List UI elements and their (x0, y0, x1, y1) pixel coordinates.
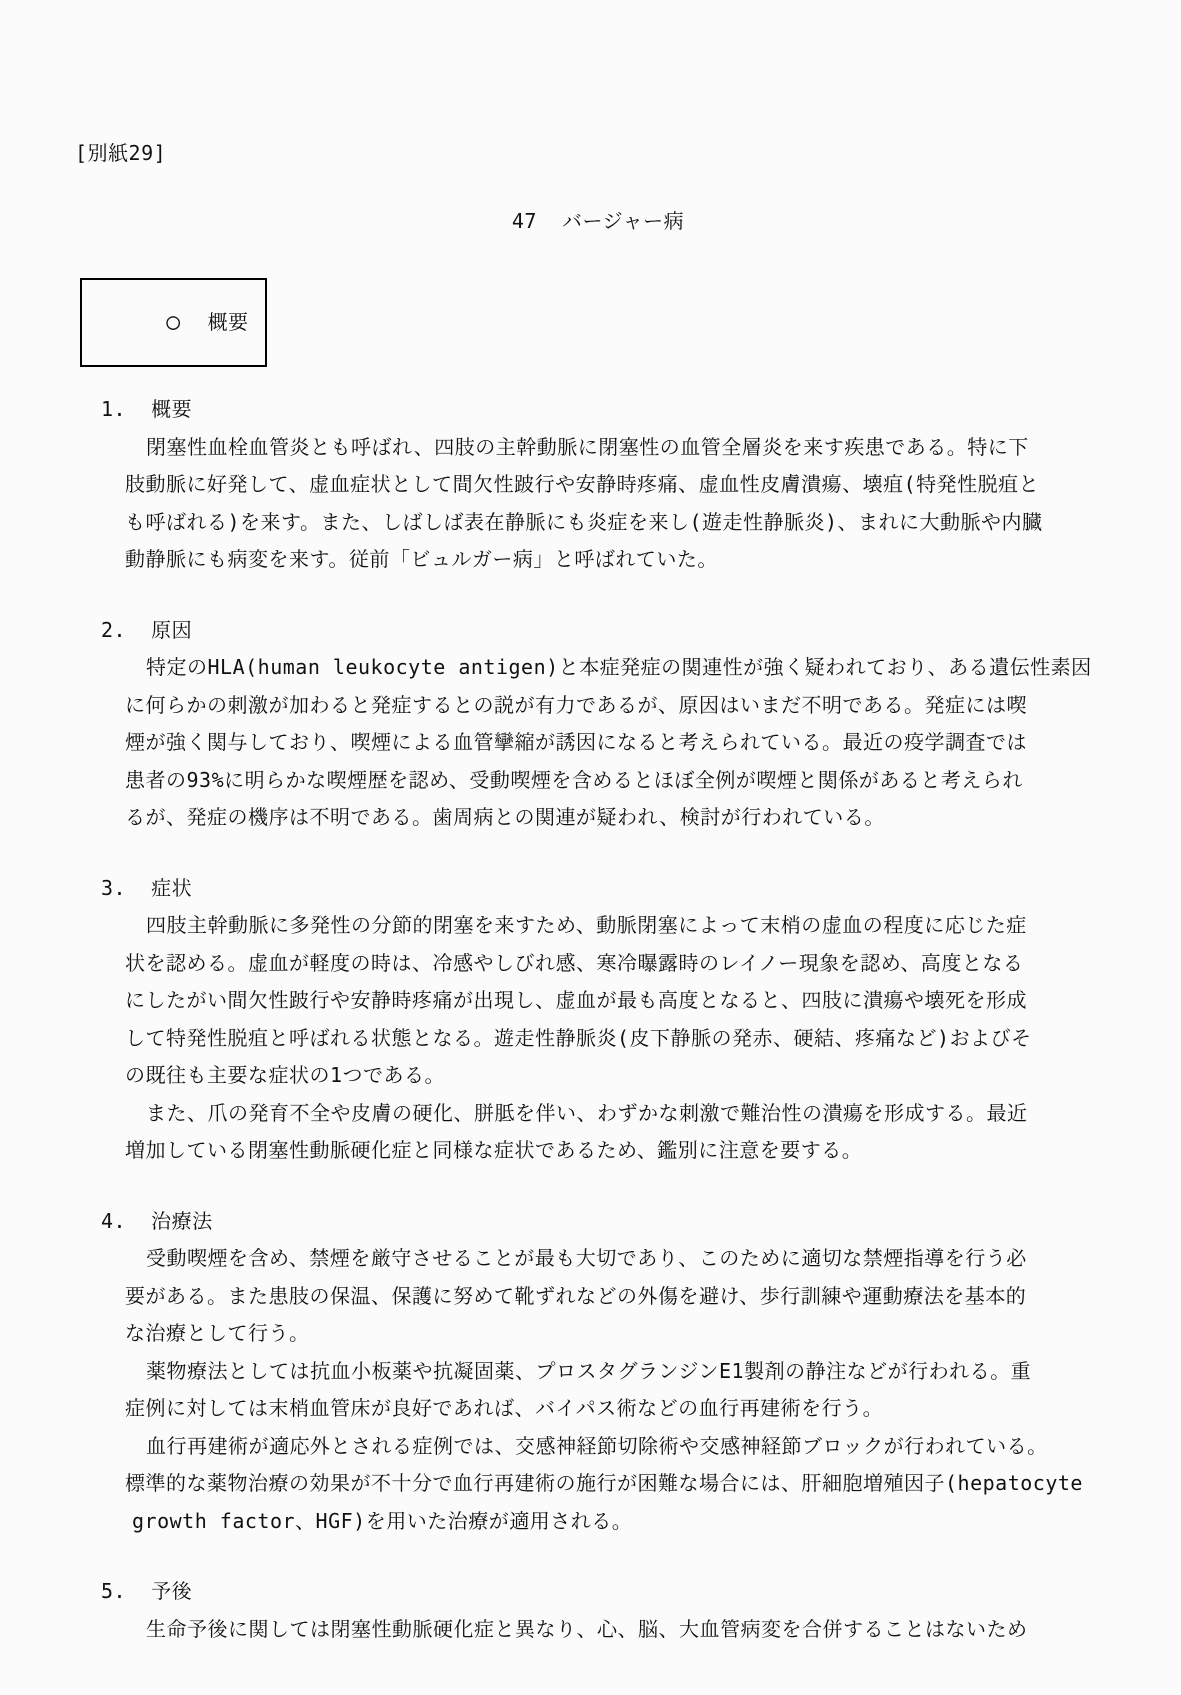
document-section (75, 391, 1121, 579)
text-line: も呼ばれる)を来す。また、しばしば表在静脈にも炎症を来し(遊走性静脈炎)、まれに大動脈や内臓 (125, 509, 1043, 534)
section-heading: 1. 概要 (101, 397, 193, 421)
text-line: にしたがい間欠性跛行や安静時疼痛が出現し、虚血が最も高度となると、四肢に潰瘍や壊死を形成 (125, 988, 1027, 1012)
text-line: 症例に対しては末梢血管床が良好であれば、バイパス術などの血行再建術を行う。 (125, 1396, 884, 1420)
text-line: 煙が強く関与しており、喫煙による血管攣縮が誘因になると考えられている。最近の疫学調査では (125, 730, 1027, 754)
text-line: るが、発症の機序は不明である。歯周病との関連が疑われ、検討が行われている。 (125, 805, 885, 829)
text-line: 動静脈にも病変を来す。従前「ビュルガー病」と呼ばれていた。 (125, 547, 718, 571)
section-heading: 2. 原因 (101, 617, 193, 642)
text-line: に何らかの刺激が加わると発症するとの説が有力であるが、原因はいまだ不明である。発症には喫 (125, 692, 1027, 717)
section-heading: 5. 予後 (101, 1579, 193, 1603)
text-line: して特発性脱疽と呼ばれる状態となる。遊走性静脈炎(皮下静脈の発赤、硬結、疼痛など)およびそ (125, 1025, 1032, 1050)
text-line: 生命予後に関しては閉塞性動脈硬化症と異なり、心、脳、大血管病変を合併することはないため (146, 1616, 1028, 1641)
text-line: の既往も主要な症状の1つである。 (125, 1063, 446, 1087)
text-line: 閉塞性血栓血管炎とも呼ばれ、四肢の主幹動脈に閉塞性の血管全層炎を来す疾患である。特に下 (146, 434, 1029, 459)
text-line: 特定のHLA(human leukocyte antigen)と本症発症の関連性が強く疑われており、ある遺伝性素因 (146, 655, 1092, 679)
text-line: な治療として行う。 (125, 1321, 310, 1345)
page-title: 47 バージャー病 (511, 209, 685, 233)
document-body (75, 391, 1121, 1648)
text-line: 肢動脈に好発して、虚血症状として間欠性跛行や安静時疼痛、虚血性皮膚潰瘍、壊疽(特発性脱疽と (125, 472, 1040, 496)
overview-box-label: 概要 (207, 310, 249, 334)
text-line: 四肢主幹動脈に多発性の分節的閉塞を来すため、動脈閉塞によって末梢の虚血の程度に応じた症 (146, 913, 1027, 937)
text-line: 標準的な薬物治療の効果が不十分で血行再建術の施行が困難な場合には、肝細胞増殖因子(hepatocyte (125, 1471, 1083, 1495)
text-line: 増加している閉塞性動脈硬化症と同様な症状であるため、鑑別に注意を要する。 (125, 1138, 863, 1162)
document-section (75, 1573, 1121, 1648)
text-line: 状を認める。虚血が軽度の時は、冷感やしびれ感、寒冷曝露時のレイノー現象を認め、高度となる (125, 950, 1024, 975)
attachment-label: [別紙29] (75, 141, 167, 165)
overview-box (80, 278, 267, 367)
text-line: growth factor、HGF)を用いた治療が適用される。 (132, 1508, 633, 1533)
text-line: また、爪の発育不全や皮膚の硬化、胼胝を伴い、わずかな刺激で難治性の潰瘍を形成する。最近 (146, 1100, 1028, 1125)
section-heading: 3. 症状 (101, 875, 193, 900)
circle-icon: ○ (166, 309, 181, 335)
document-section (75, 612, 1121, 837)
text-line: 受動喫煙を含め、禁煙を厳守させることが最も大切であり、このために適切な禁煙指導を行う必 (146, 1246, 1027, 1270)
text-line: 血行再建術が適応外とされる症例では、交感神経節切除術や交感神経節ブロックが行われている。 (146, 1433, 1048, 1458)
document-section (75, 870, 1121, 1170)
document-section (75, 1203, 1121, 1541)
text-line: 患者の93%に明らかな喫煙歴を認め、受動喫煙を含めるとほぼ全例が喫煙と関係があると考えられ (125, 767, 1023, 792)
text-line: 要がある。また患肢の保温、保護に努めて靴ずれなどの外傷を避け、歩行訓練や運動療法を基本的 (125, 1283, 1027, 1308)
section-heading: 4. 治療法 (101, 1208, 213, 1233)
text-line: 薬物療法としては抗血小板薬や抗凝固薬、プロスタグランジンE1製剤の静注などが行われる。重 (146, 1358, 1032, 1383)
